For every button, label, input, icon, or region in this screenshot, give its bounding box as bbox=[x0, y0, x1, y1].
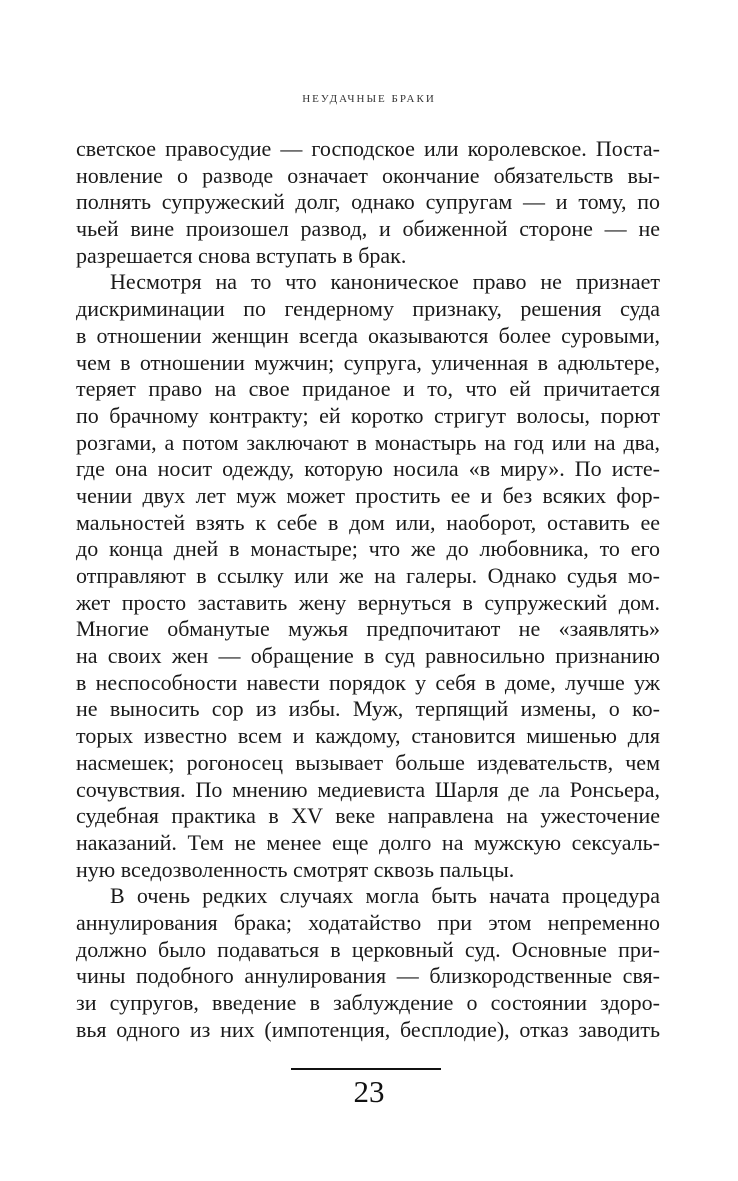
text-line: В очень редких случаях могла быть начата процедура bbox=[110, 883, 660, 909]
footer-rule bbox=[291, 1068, 441, 1070]
body-text bbox=[76, 136, 660, 1043]
text-line: не выносить сор из избы. Муж, терпящий измены, о ко- bbox=[76, 696, 660, 722]
text-line: на своих жен — обращение в суд равносильно признанию bbox=[76, 643, 660, 669]
page-number: 23 bbox=[353, 1074, 385, 1109]
text-line: в отношении женщин всегда оказываются более суровыми, bbox=[76, 322, 660, 348]
text-line: аннулирования брака; ходатайство при этом непременно bbox=[76, 909, 660, 935]
text-line: Несмотря на то что каноническое право не признает bbox=[110, 269, 660, 295]
text-line: Многие обманутые мужья предпочитают не «заявлять» bbox=[76, 616, 660, 642]
text-line: должно было подаваться в церковный суд. Основные при- bbox=[76, 936, 660, 962]
text-line: мальностей взять к себе в дом или, наоборот, оставить ее bbox=[76, 509, 660, 535]
text-line: теряет право на свое приданое и то, что ей причитается bbox=[76, 376, 660, 402]
text-line: чьей вине произошел развод, и обиженной стороне — не bbox=[76, 216, 660, 242]
text-line: полнять супружеский долг, однако супругам — и тому, по bbox=[76, 189, 660, 215]
text-line: дискриминации по гендерному признаку, решения суда bbox=[76, 296, 660, 322]
text-line: вья одного из них (импотенция, бесплодие), отказ заводить bbox=[76, 1016, 660, 1042]
text-line: розгами, а потом заключают в монастырь на год или на два, bbox=[76, 429, 660, 455]
text-line: сочувствия. По мнению медиевиста Шарля де ла Ронсьера, bbox=[76, 776, 660, 802]
text-line: разрешается снова вступать в брак. bbox=[76, 242, 407, 268]
text-line: зи супругов, введение в заблуждение о состоянии здоро- bbox=[76, 990, 660, 1015]
text-line: чины подобного аннулирования — близкородственные свя- bbox=[76, 963, 660, 989]
text-line: наказаний. Тем не менее еще долго на мужскую сексуаль- bbox=[76, 829, 660, 855]
text-line: отправляют в ссылку или же на галеры. Однако судья мо- bbox=[76, 563, 660, 588]
text-line: чем в отношении мужчин; супруга, уличенная в адюльтере, bbox=[76, 349, 660, 375]
text-line: жет просто заставить жену вернуться в супружеский дом. bbox=[76, 589, 660, 615]
text-line: новление о разводе означает окончание обязательств вы- bbox=[76, 162, 660, 188]
text-line: в неспособности навести порядок у себя в доме, лучше уж bbox=[76, 669, 660, 695]
text-line: чении двух лет муж может простить ее и без всяких фор- bbox=[76, 482, 660, 508]
text-line: где она носит одежду, которую носила «в миру». По исте- bbox=[76, 456, 660, 482]
text-line: ную вседозволенность смотрят сквозь пальцы. bbox=[76, 856, 515, 882]
text-line: до конца дней в монастыре; что же до любовника, то его bbox=[76, 536, 660, 562]
text-line: светское правосудие — господское или королевское. Поста- bbox=[76, 136, 660, 161]
text-line: судебная практика в XV веке направлена на ужесточение bbox=[76, 803, 660, 829]
text-line: по брачному контракту; ей коротко стригут волосы, порют bbox=[76, 402, 660, 428]
text-line: насмешек; рогоносец вызывает больше издевательств, чем bbox=[76, 749, 660, 775]
running-head: НЕУДАЧНЫЕ БРАКИ bbox=[302, 93, 436, 105]
text-line: торых известно всем и каждому, становится мишенью для bbox=[76, 723, 660, 749]
